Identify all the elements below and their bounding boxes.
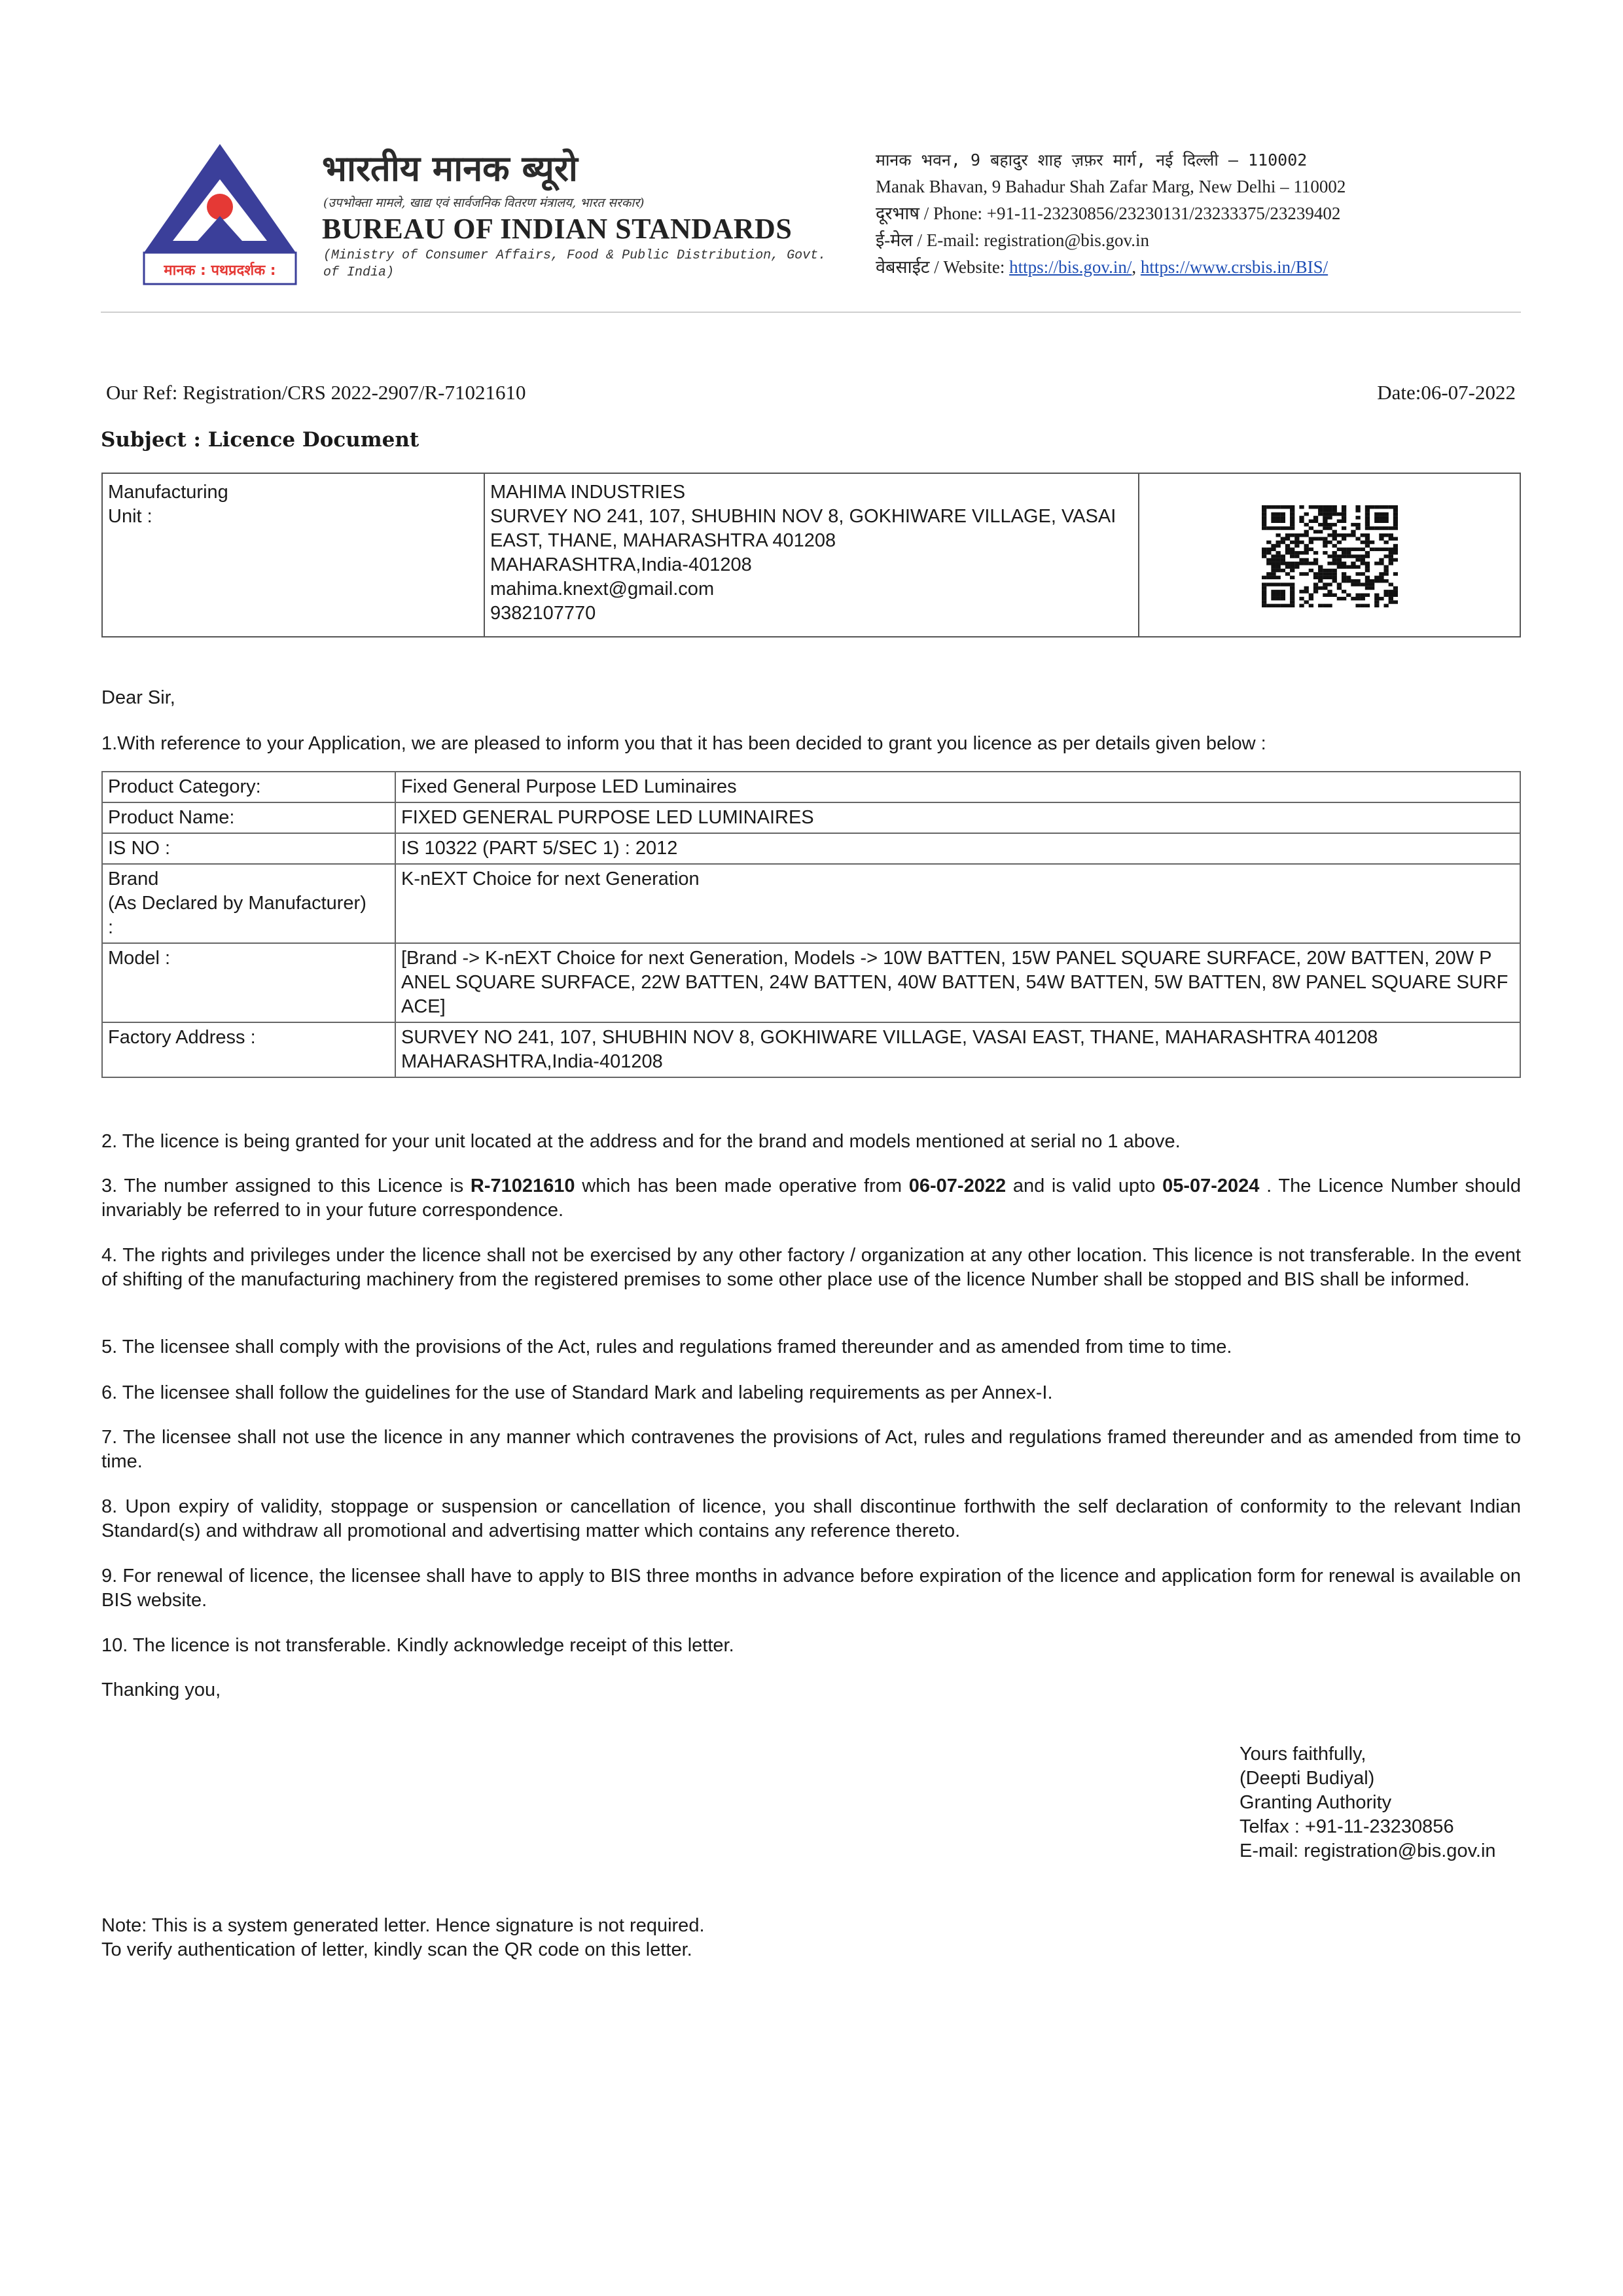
website-separator: , bbox=[1132, 257, 1137, 277]
unit-phone: 9382107770 bbox=[490, 603, 596, 624]
salutation: Dear Sir, bbox=[101, 687, 175, 708]
product-name-label: Product Name: bbox=[102, 802, 395, 833]
signatory-name: (Deepti Budiyal) bbox=[1240, 1768, 1375, 1789]
brand-label-line: (As Declared by Manufacturer) bbox=[108, 893, 366, 914]
product-name-value: FIXED GENERAL PURPOSE LED LUMINAIRES bbox=[395, 802, 1520, 833]
unit-label-line: Manufacturing bbox=[108, 482, 228, 503]
email-line: ई-मेल / E-mail: registration@bis.gov.in bbox=[876, 230, 1150, 250]
header-address-block bbox=[876, 147, 1346, 281]
header-divider bbox=[101, 312, 1521, 313]
website-label: वेबसाईट / Website: bbox=[876, 257, 1005, 277]
signatory-email: E-mail: registration@bis.gov.in bbox=[1240, 1840, 1496, 1861]
model-line: ACE] bbox=[401, 996, 446, 1017]
para3-text: . The Licence Number should invariably be referred to in your future correspondence. bbox=[101, 1175, 1521, 1221]
unit-label-line: Unit : bbox=[108, 506, 152, 527]
brand-label-line: Brand bbox=[108, 869, 159, 889]
english-org-title: BUREAU OF INDIAN STANDARDS bbox=[322, 213, 793, 245]
qr-code-icon[interactable] bbox=[1262, 505, 1398, 607]
is-no-label: IS NO : bbox=[102, 833, 395, 864]
model-value bbox=[395, 943, 1520, 1022]
model-label: Model : bbox=[102, 943, 395, 1022]
para3-text: and is valid upto bbox=[1006, 1175, 1163, 1196]
system-note bbox=[101, 1914, 705, 1962]
table-row bbox=[102, 1022, 1520, 1077]
paragraph-1: 1.With reference to your Application, we are pleased to inform you that it has been decided to grant you licence as per details given below : bbox=[101, 733, 1266, 754]
english-org-subtitle: (Ministry of Consumer Affairs, Food & Public Distribution, Govt. of India) bbox=[323, 248, 827, 280]
unit-address-line: EAST, THANE, MAHARASHTRA 401208 bbox=[490, 530, 836, 551]
paragraph-8: 8. Upon expiry of validity, stoppage or suspension or cancellation of licence, you shall discontinue forthwith the self declaration of conformity to the relevant Indian Standard(s) and withdraw all promotional and advertising matter which contains any reference thereto. bbox=[101, 1496, 1521, 1541]
paragraph-10: 10. The licence is not transferable. Kindly acknowledge receipt of this letter. bbox=[101, 1635, 734, 1656]
operative-from-date: 06-07-2022 bbox=[908, 1175, 1007, 1196]
signatory-title: Granting Authority bbox=[1240, 1792, 1392, 1813]
table-row bbox=[102, 864, 1520, 943]
unit-address-line: MAHARASHTRA,India-401208 bbox=[490, 554, 752, 575]
unit-name: MAHIMA INDUSTRIES bbox=[490, 482, 686, 503]
manufacturing-unit-table bbox=[101, 473, 1521, 637]
note-line: Note: This is a system generated letter. Hence signature is not required. bbox=[101, 1915, 705, 1936]
factory-address-label: Factory Address : bbox=[102, 1022, 395, 1077]
table-row bbox=[102, 772, 1520, 802]
paragraph-6: 6. The licensee shall follow the guidelines for the use of Standard Mark and labeling requirements as per Annex-I. bbox=[101, 1382, 1053, 1403]
signatory-telfax: Telfax : +91-11-23230856 bbox=[1240, 1816, 1454, 1837]
paragraph-7: 7. The licensee shall not use the licence in any manner which contravenes the provisions of Act, rules and regulations framed thereunder and as amended from time to time. bbox=[101, 1427, 1521, 1472]
signature-closing: Yours faithfully, bbox=[1240, 1744, 1366, 1765]
model-line: ANEL SQUARE SURFACE, 22W BATTEN, 24W BATTEN, 40W BATTEN, 54W BATTEN, 5W BATTEN, 8W PANEL SQUARE SURF bbox=[401, 972, 1508, 993]
website-line bbox=[876, 254, 1346, 281]
paragraph-2: 2. The licence is being granted for your unit located at the address and for the brand and models mentioned at serial no 1 above. bbox=[101, 1131, 1181, 1152]
paragraph-5: 5. The licensee shall comply with the provisions of the Act, rules and regulations framed thereunder and as amended from time to time. bbox=[101, 1336, 1232, 1357]
unit-address-line: SURVEY NO 241, 107, SHUBHIN NOV 8, GOKHIWARE VILLAGE, VASAI bbox=[490, 506, 1116, 527]
product-category-label: Product Category: bbox=[102, 772, 395, 802]
reference-number: Our Ref: Registration/CRS 2022-2907/R-71021610 bbox=[106, 381, 526, 404]
brand-value: K-nEXT Choice for next Generation bbox=[395, 864, 1520, 943]
para3-text: which has been made operative from bbox=[575, 1175, 909, 1196]
website-link-crsbis[interactable]: https://www.crsbis.in/BIS/ bbox=[1140, 257, 1329, 277]
is-no-value: IS 10322 (PART 5/SEC 1) : 2012 bbox=[395, 833, 1520, 864]
paragraph-9: 9. For renewal of licence, the licensee shall have to apply to BIS three months in advance before expiration of the licence and application form for renewal is available on BIS website. bbox=[101, 1566, 1521, 1611]
product-details-table bbox=[101, 771, 1521, 1078]
factory-address-line: MAHARASHTRA,India-401208 bbox=[401, 1051, 663, 1072]
unit-label-cell bbox=[103, 474, 485, 636]
thanking-you: Thanking you, bbox=[101, 1679, 221, 1700]
unit-email: mahima.knext@gmail.com bbox=[490, 579, 715, 600]
licence-number: R-71021610 bbox=[470, 1175, 575, 1196]
logo-text: मानक : पथप्रदर्शक : bbox=[164, 262, 276, 279]
bis-logo-mark bbox=[141, 141, 298, 285]
brand-label-line: : bbox=[108, 917, 114, 938]
table-row bbox=[102, 943, 1520, 1022]
para3-text: 3. The number assigned to this Licence is bbox=[101, 1175, 471, 1196]
model-line: [Brand -> K-nEXT Choice for next Generation, Models -> 10W BATTEN, 15W PANEL SQUARE SURFACE, 20W BATTEN, 20W P bbox=[401, 948, 1492, 969]
address-english: Manak Bhavan, 9 Bahadur Shah Zafar Marg, New Delhi – 110002 bbox=[876, 177, 1346, 196]
note-line: To verify authentication of letter, kindly scan the QR code on this letter. bbox=[101, 1939, 692, 1960]
brand-label bbox=[102, 864, 395, 943]
hindi-org-title: भारतीय मानक ब्यूरो bbox=[322, 147, 578, 189]
paragraph-3 bbox=[101, 1174, 1521, 1223]
valid-upto-date: 05-07-2024 bbox=[1162, 1175, 1260, 1196]
address-hindi: मानक भवन, 9 बहादुर शाह ज़फ़र मार्ग, नई दिल्ली – 110002 bbox=[876, 151, 1308, 170]
qr-cell bbox=[1139, 474, 1520, 636]
factory-address-line: SURVEY NO 241, 107, SHUBHIN NOV 8, GOKHIWARE VILLAGE, VASAI EAST, THANE, MAHARASHTRA 401208 bbox=[401, 1027, 1378, 1048]
phone-line: दूरभाष / Phone: +91-11-23230856/23230131/23233375/23239402 bbox=[876, 204, 1341, 223]
hindi-org-subtitle: (उपभोक्ता मामले, खाद्य एवं सार्वजनिक वितरण मंत्रालय, भारत सरकार) bbox=[323, 196, 645, 210]
factory-address-value bbox=[395, 1022, 1520, 1077]
unit-details-cell bbox=[485, 474, 1139, 636]
table-row bbox=[102, 802, 1520, 833]
website-link-bis[interactable]: https://bis.gov.in/ bbox=[1009, 257, 1132, 277]
product-category-value: Fixed General Purpose LED Luminaires bbox=[395, 772, 1520, 802]
signature-block bbox=[1240, 1742, 1496, 1863]
table-row bbox=[102, 833, 1520, 864]
bis-logo bbox=[141, 141, 298, 285]
subject-line: Subject : Licence Document bbox=[101, 428, 419, 452]
letter-date: Date:06-07-2022 bbox=[1377, 381, 1516, 404]
paragraph-4: 4. The rights and privileges under the licence shall not be exercised by any other factory / organization at any other location. This licence is not transferable. In the event of shifting of the manufacturing machinery from the registered premises to some other place use of the licence Number shall be stopped and BIS shall be informed. bbox=[101, 1245, 1521, 1290]
